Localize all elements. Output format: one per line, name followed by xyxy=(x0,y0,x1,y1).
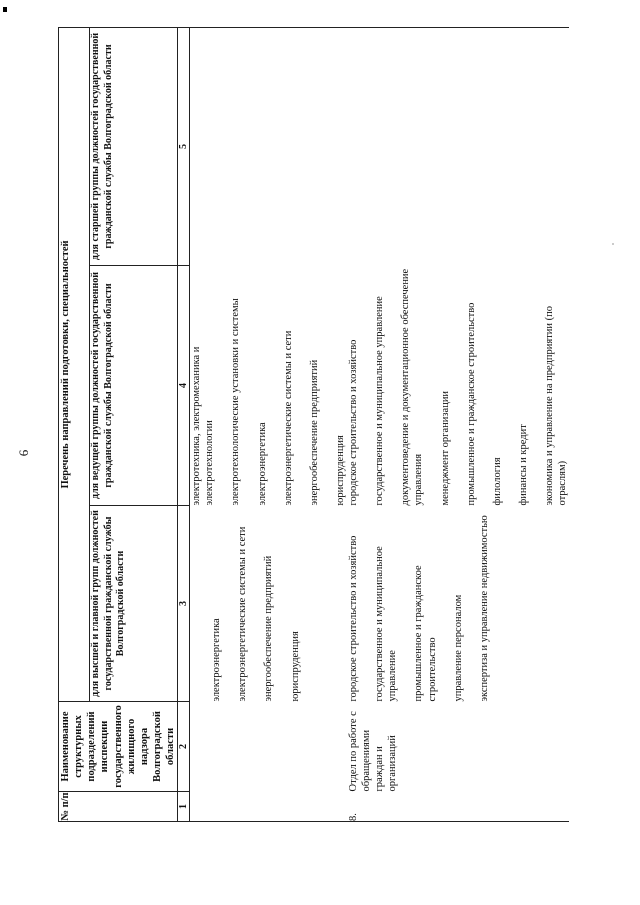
header-number: № п/п xyxy=(59,792,178,822)
header-leading-group: для ведущей группы должностей государственной гражданской службы Волгоградской области xyxy=(90,266,178,506)
row-number xyxy=(190,792,347,822)
column-number: 2 xyxy=(178,702,190,792)
scan-speck xyxy=(612,243,614,245)
header-senior-main-groups: для высшей и главной групп должностей государственной гражданской службы Волгоградской области xyxy=(90,506,178,702)
specialty-item: электроэнергетика xyxy=(211,618,223,702)
specialty-item: филология xyxy=(491,457,503,506)
row-number: 8. xyxy=(347,792,569,822)
header-department: Наименование структурных подразделений инспекции государственного жилищного надзора Волгоградской области xyxy=(59,702,178,792)
header-elder-group: для старшей группы должностей государственной гражданской службы Волгоградской области xyxy=(90,27,178,265)
column-number: 5 xyxy=(178,27,190,265)
specialty-item: менеджмент организации xyxy=(439,390,451,506)
specialty-item: государственное и муниципальное управление xyxy=(374,296,386,506)
department-name xyxy=(190,702,347,792)
table-row xyxy=(347,27,569,821)
specialty-item: электротехника, электромеханика и электротехнологии xyxy=(191,346,216,506)
specialties-elder xyxy=(347,27,569,265)
specialty-item: электроэнергетические системы и сети xyxy=(282,330,294,506)
specialty-item: промышленное и гражданское строительство xyxy=(413,565,438,702)
specialty-item: промышленное и гражданское строительство xyxy=(465,302,477,506)
department-name: Отдел по работе с обращениями граждан и организаций xyxy=(348,711,399,792)
specialty-item: юриспруденция xyxy=(334,435,346,506)
qualification-table xyxy=(58,27,569,822)
specialty-item: электроэнергетические системы и сети xyxy=(237,526,249,702)
column-number: 1 xyxy=(178,792,190,822)
table-row xyxy=(190,27,347,821)
column-number: 4 xyxy=(178,266,190,506)
page-number: 6 xyxy=(16,449,31,457)
specialties-leading xyxy=(190,266,347,506)
specialty-item: электротехнологические установки и системы xyxy=(230,298,242,506)
specialties-elder xyxy=(190,27,347,265)
specialty-item: энергообеспечение предприятий xyxy=(308,359,320,506)
specialty-item: экономика и управление на предприятии (по отраслям) xyxy=(544,305,569,506)
specialties-senior-main xyxy=(347,506,569,702)
specialty-item: финансы и кредит xyxy=(517,424,529,506)
specialty-item: городское строительство и хозяйство xyxy=(348,535,359,702)
specialty-item: юриспруденция xyxy=(289,631,301,702)
header-span-specialties: Перечень направлений подготовки, специальностей xyxy=(59,27,90,701)
column-number: 3 xyxy=(178,506,190,702)
specialty-item: документоведение и документационное обеспечение управления xyxy=(400,268,425,506)
specialty-item: государственное и муниципальное управление xyxy=(374,546,399,702)
specialty-item: экспертиза и управление недвижимостью xyxy=(478,515,490,702)
specialty-item: управление персоналом xyxy=(452,594,464,702)
specialty-item: энергообеспечение предприятий xyxy=(263,555,275,702)
column-numbers-row xyxy=(178,27,190,821)
scan-mark xyxy=(3,7,7,12)
specialties-leading xyxy=(347,266,569,506)
specialties-senior-main xyxy=(190,506,347,702)
specialty-item: электроэнергетика xyxy=(256,422,268,506)
specialty-item: городское строительство и хозяйство xyxy=(348,339,359,506)
